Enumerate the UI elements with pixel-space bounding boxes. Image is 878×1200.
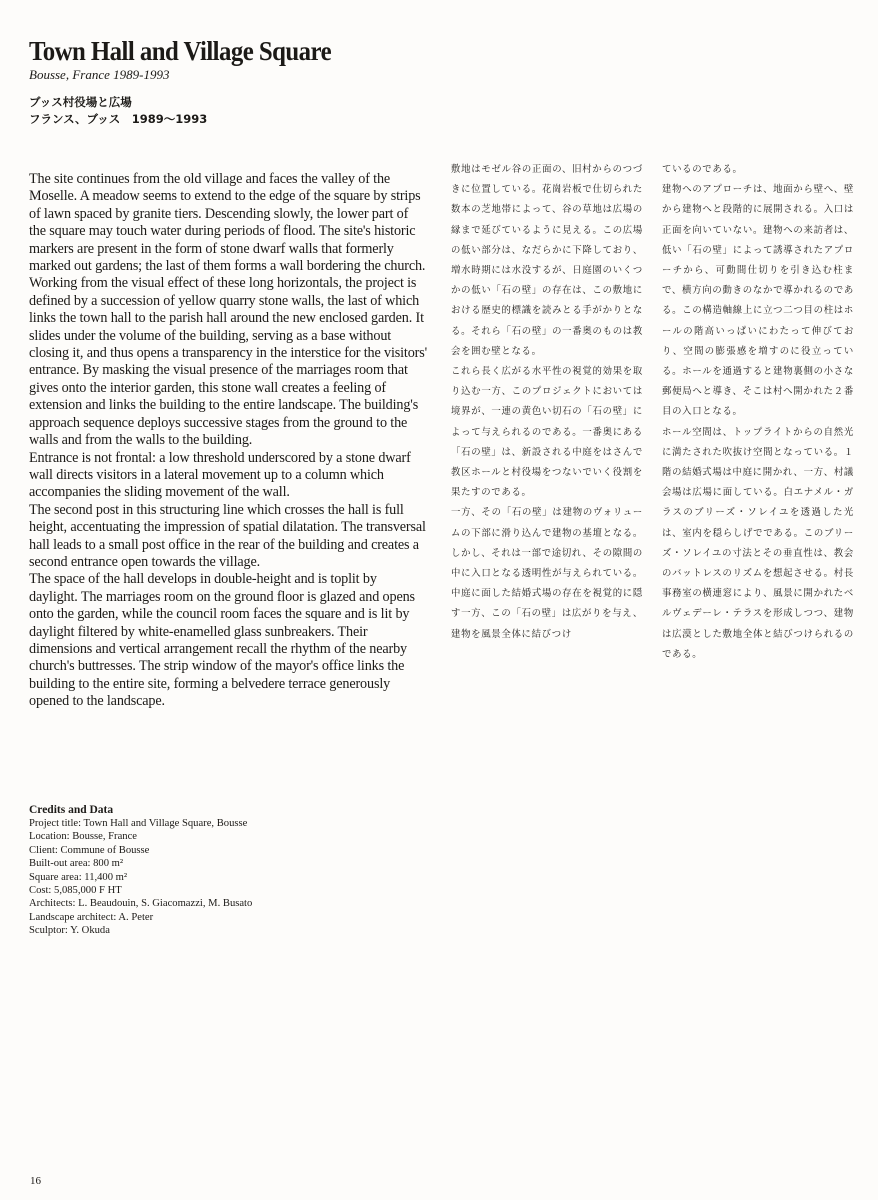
credits-line: Architects: L. Beaudouin, S. Giacomazzi, M. Busato: [29, 898, 253, 910]
japanese-paragraph: これら長く広がる水平性の視覚的効果を取り込む一方、このプロジェクトにおいては境界が、一連の黄色い切石の「石の壁」によって与えられるのである。一番奥にある「石の壁」は、新設される中庭をはさんで教区ホールと村役場をつないでいく役割を果たすのである。: [451, 366, 643, 499]
english-body: [29, 171, 428, 711]
credits-title: Credits and Data: [29, 804, 114, 816]
japanese-paragraph: ているのである。: [662, 164, 743, 175]
credits-line: Location: Bousse, France: [29, 831, 137, 843]
english-paragraph: Working from the visual effect of these long horizontals, the project is defined by a succession of yellow quarry stone walls, the last of which links the town hall to the parish hall around the new enclosed garden. It slides under the volume of the building, serving as a base without closing it, and thus opens a transparency in the interstice for the visitors' entrance. By masking the visual presence of the marriages room that gives onto the interior garden, this stone wall creates a feeling of extension and links the building to the entire landscape. The building's approach sequence deploys successive stages from the ground to the walls and from the walls to the building.: [29, 275, 428, 449]
credits-block: [29, 803, 349, 938]
japanese-paragraph: 建物へのアプローチは、地面から壁へ、壁から建物へと段階的に展開される。入口は正面を向いていない。建物への来訪者は、低い「石の壁」によって誘導されたアプローチから、可動間仕切りを引き込む柱まで、横方向の動きのなかで導かれるのである。この構造軸線上に立つ二つ目の柱はホールの階高いっぱいにわたって伸びており、空間の膨張感を増すのに役立っている。ホールを通過すると建物裏側の小さな郵便局へと導き、そこは村へ開かれた２番目の入口となる。: [662, 184, 854, 418]
english-paragraph: Entrance is not frontal: a low threshold underscored by a stone dwarf wall directs visitors in a lateral movement up to a column which accompanies the sliding movement of the wall.: [29, 449, 411, 501]
credits-line: Built-out area: 800 m²: [29, 858, 124, 870]
page-subtitle: Bousse, France 1989-1993: [29, 67, 170, 82]
english-paragraph: The second post in this structuring line which crosses the hall is full height, accentuating the impression of spatial dilatation. The transversal hall leads to a small post office in the rear of the building and creates a second entrance open towards the village.: [29, 501, 426, 570]
japanese-paragraph: ホール空間は、トップライトからの自然光に満たされた吹抜け空間となっている。１階の結婚式場は中庭に開かれ、一方、村議会場は広場に面している。白エナメル・ガラスのブリーズ・ソレイユを透過した光は、室内を穏らしげでである。このブリーズ・ソレイユの寸法とその垂直性は、教会のバットレスのリズムを想起させる。村長事務室の横連窓により、風景に開かれたベルヴェデーレ・テラスを形成しつつ、建物は広漠とした敷地全体と結びつけられるのである。: [662, 426, 854, 660]
english-paragraph: The site continues from the old village and faces the valley of the Moselle. A meadow seems to extend to the edge of the square by strips of lawn spaced by granite tiers. Descending slowly, the lower part of the square may touch water during periods of flood. The site's historic markers are present in the form of stone dwarf walls that formerly marked out gardens; the last of them forms a wall bordering the church.: [29, 171, 426, 275]
credits-line: Client: Commune of Bousse: [29, 844, 150, 856]
japanese-column-right: [662, 160, 854, 665]
header: [29, 36, 629, 128]
english-paragraph: The space of the hall develops in double-height and is toplit by daylight. The marriages room on the ground floor is glazed and opens onto the garden, while the council room faces the square and is lit by daylight filtered by white-enamelled glass sunbreakers. Their dimensions and vertical arrangement recall the rhythm of the nearby church's buttresses. The strip window of the mayor's office links the building to the entire site, forming a belvedere terrace generously opened to the landscape.: [29, 571, 415, 710]
japanese-title-line: ブッス村役場と広場: [29, 95, 132, 109]
page-number: 16: [30, 1175, 41, 1187]
japanese-subtitle-line: フランス、ブッス 1989〜1993: [29, 112, 208, 126]
page-title: Town Hall and Village Square: [29, 36, 332, 66]
japanese-title: [29, 94, 629, 128]
credits-line: Cost: 5,085,000 F HT: [29, 885, 122, 897]
credits-line: Sculptor: Y. Okuda: [29, 925, 110, 937]
japanese-column-left: [451, 160, 643, 645]
credits-line: Square area: 11,400 m²: [29, 871, 128, 883]
credits-line: Project title: Town Hall and Village Square, Bousse: [29, 818, 248, 829]
japanese-paragraph: 一方、その「石の壁」は建物のヴォリュームの下部に滑り込んで建物の基壇となる。しかし、それは一部で途切れ、その隙間の中に入口となる透明性が与えられている。中庭に面した結婚式場の存在を視覚的に隠す一方、この「石の壁」は広がりを与え、建物を風景全体に結びつけ: [451, 507, 643, 640]
credits-line: Landscape architect: A. Peter: [29, 911, 154, 923]
japanese-paragraph: 敷地はモゼル谷の正面の、旧村からのつづきに位置している。花崗岩板で仕切られた数本の芝地帯によって、谷の草地は広場の縁まで延びているように見える。この広場の低い部分は、なだらかに下降しており、増水時期には水没するが、日庭園のいくつかの低い「石の壁」の存在は、この敷地における歴史的標識を読みとる手がかりとなる。それら「石の壁」の一番奥のものは教会を囲む壁となる。: [451, 164, 643, 357]
